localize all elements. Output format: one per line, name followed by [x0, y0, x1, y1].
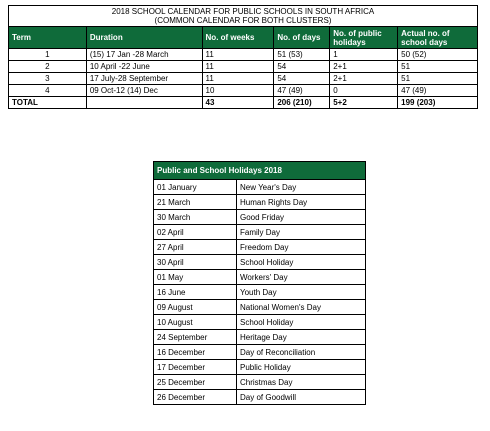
cell-weeks: 11: [202, 61, 274, 73]
table-row: [154, 225, 366, 240]
holiday-date: 17 December: [154, 360, 237, 375]
holiday-name: National Women's Day: [237, 300, 366, 315]
cell-days: 54: [274, 61, 330, 73]
header-term: Term: [9, 27, 87, 49]
table-row: [154, 375, 366, 390]
table-row: [154, 270, 366, 285]
cell-school-days: 51: [398, 73, 478, 85]
table-row: [154, 390, 366, 405]
table-row: [154, 255, 366, 270]
cell-holidays: 1: [330, 49, 398, 61]
calendar-title: [9, 6, 478, 27]
cell-term: 1: [9, 49, 87, 61]
holiday-date: 30 March: [154, 210, 237, 225]
cell-school-days: 50 (52): [398, 49, 478, 61]
holiday-date: 16 June: [154, 285, 237, 300]
total-weeks: 43: [202, 97, 274, 109]
cell-holidays: 2+1: [330, 73, 398, 85]
total-days: 206 (210): [274, 97, 330, 109]
cell-term: 3: [9, 73, 87, 85]
table-row: [154, 180, 366, 195]
cell-duration: 10 April -22 June: [86, 61, 202, 73]
table-row: [154, 240, 366, 255]
holiday-date: 27 April: [154, 240, 237, 255]
calendar-title-line2: (COMMON CALENDAR FOR BOTH CLUSTERS): [154, 16, 332, 25]
holiday-name: Workers' Day: [237, 270, 366, 285]
cell-term: 4: [9, 85, 87, 97]
cell-duration: 09 Oct-12 (14) Dec: [86, 85, 202, 97]
cell-school-days: 51: [398, 61, 478, 73]
holiday-name: Heritage Day: [237, 330, 366, 345]
holidays-title: Public and School Holidays 2018: [154, 162, 366, 180]
holiday-name: Christmas Day: [237, 375, 366, 390]
cell-weeks: 10: [202, 85, 274, 97]
table-row: [9, 61, 478, 73]
table-row: [154, 330, 366, 345]
cell-weeks: 11: [202, 49, 274, 61]
table-row: [154, 210, 366, 225]
holiday-name: Day of Goodwill: [237, 390, 366, 405]
cell-term: 2: [9, 61, 87, 73]
table-row: [154, 360, 366, 375]
holiday-date: 01 January: [154, 180, 237, 195]
cell-days: 51 (53): [274, 49, 330, 61]
holiday-date: 09 August: [154, 300, 237, 315]
total-school-days: 199 (203): [398, 97, 478, 109]
holidays-table: [153, 161, 366, 405]
holiday-date: 01 May: [154, 270, 237, 285]
holiday-date: 26 December: [154, 390, 237, 405]
table-row: [9, 73, 478, 85]
holiday-name: New Year's Day: [237, 180, 366, 195]
holiday-date: 30 April: [154, 255, 237, 270]
holiday-date: 24 September: [154, 330, 237, 345]
cell-days: 47 (49): [274, 85, 330, 97]
holiday-name: School Holiday: [237, 315, 366, 330]
cell-school-days: 47 (49): [398, 85, 478, 97]
table-row: [154, 300, 366, 315]
total-row: [9, 97, 478, 109]
table-row: [154, 345, 366, 360]
header-duration: Duration: [86, 27, 202, 49]
table-row: [154, 315, 366, 330]
holiday-date: 02 April: [154, 225, 237, 240]
total-label: TOTAL: [9, 97, 87, 109]
calendar-title-line1: 2018 SCHOOL CALENDAR FOR PUBLIC SCHOOLS IN SOUTH AFRICA: [111, 7, 375, 16]
total-duration: [86, 97, 202, 109]
calendar-header-row: [9, 27, 478, 49]
holiday-name: Youth Day: [237, 285, 366, 300]
holiday-name: Human Rights Day: [237, 195, 366, 210]
total-holidays: 5+2: [330, 97, 398, 109]
school-calendar-table: [8, 5, 478, 109]
table-row: [9, 49, 478, 61]
holiday-name: Freedom Day: [237, 240, 366, 255]
holiday-name: Family Day: [237, 225, 366, 240]
cell-duration: (15) 17 Jan -28 March: [86, 49, 202, 61]
holiday-date: 21 March: [154, 195, 237, 210]
holiday-date: 25 December: [154, 375, 237, 390]
cell-duration: 17 July-28 September: [86, 73, 202, 85]
table-row: [9, 85, 478, 97]
holiday-name: Day of Reconciliation: [237, 345, 366, 360]
header-school-days: Actual no. of school days: [398, 27, 478, 49]
cell-weeks: 11: [202, 73, 274, 85]
cell-holidays: 2+1: [330, 61, 398, 73]
holiday-name: School Holiday: [237, 255, 366, 270]
cell-holidays: 0: [330, 85, 398, 97]
holiday-name: Good Friday: [237, 210, 366, 225]
header-holidays: No. of public holidays: [330, 27, 398, 49]
header-weeks: No. of weeks: [202, 27, 274, 49]
table-row: [154, 285, 366, 300]
header-days: No. of days: [274, 27, 330, 49]
cell-days: 54: [274, 73, 330, 85]
table-row: [154, 195, 366, 210]
holiday-name: Public Holiday: [237, 360, 366, 375]
holiday-date: 10 August: [154, 315, 237, 330]
holiday-date: 16 December: [154, 345, 237, 360]
